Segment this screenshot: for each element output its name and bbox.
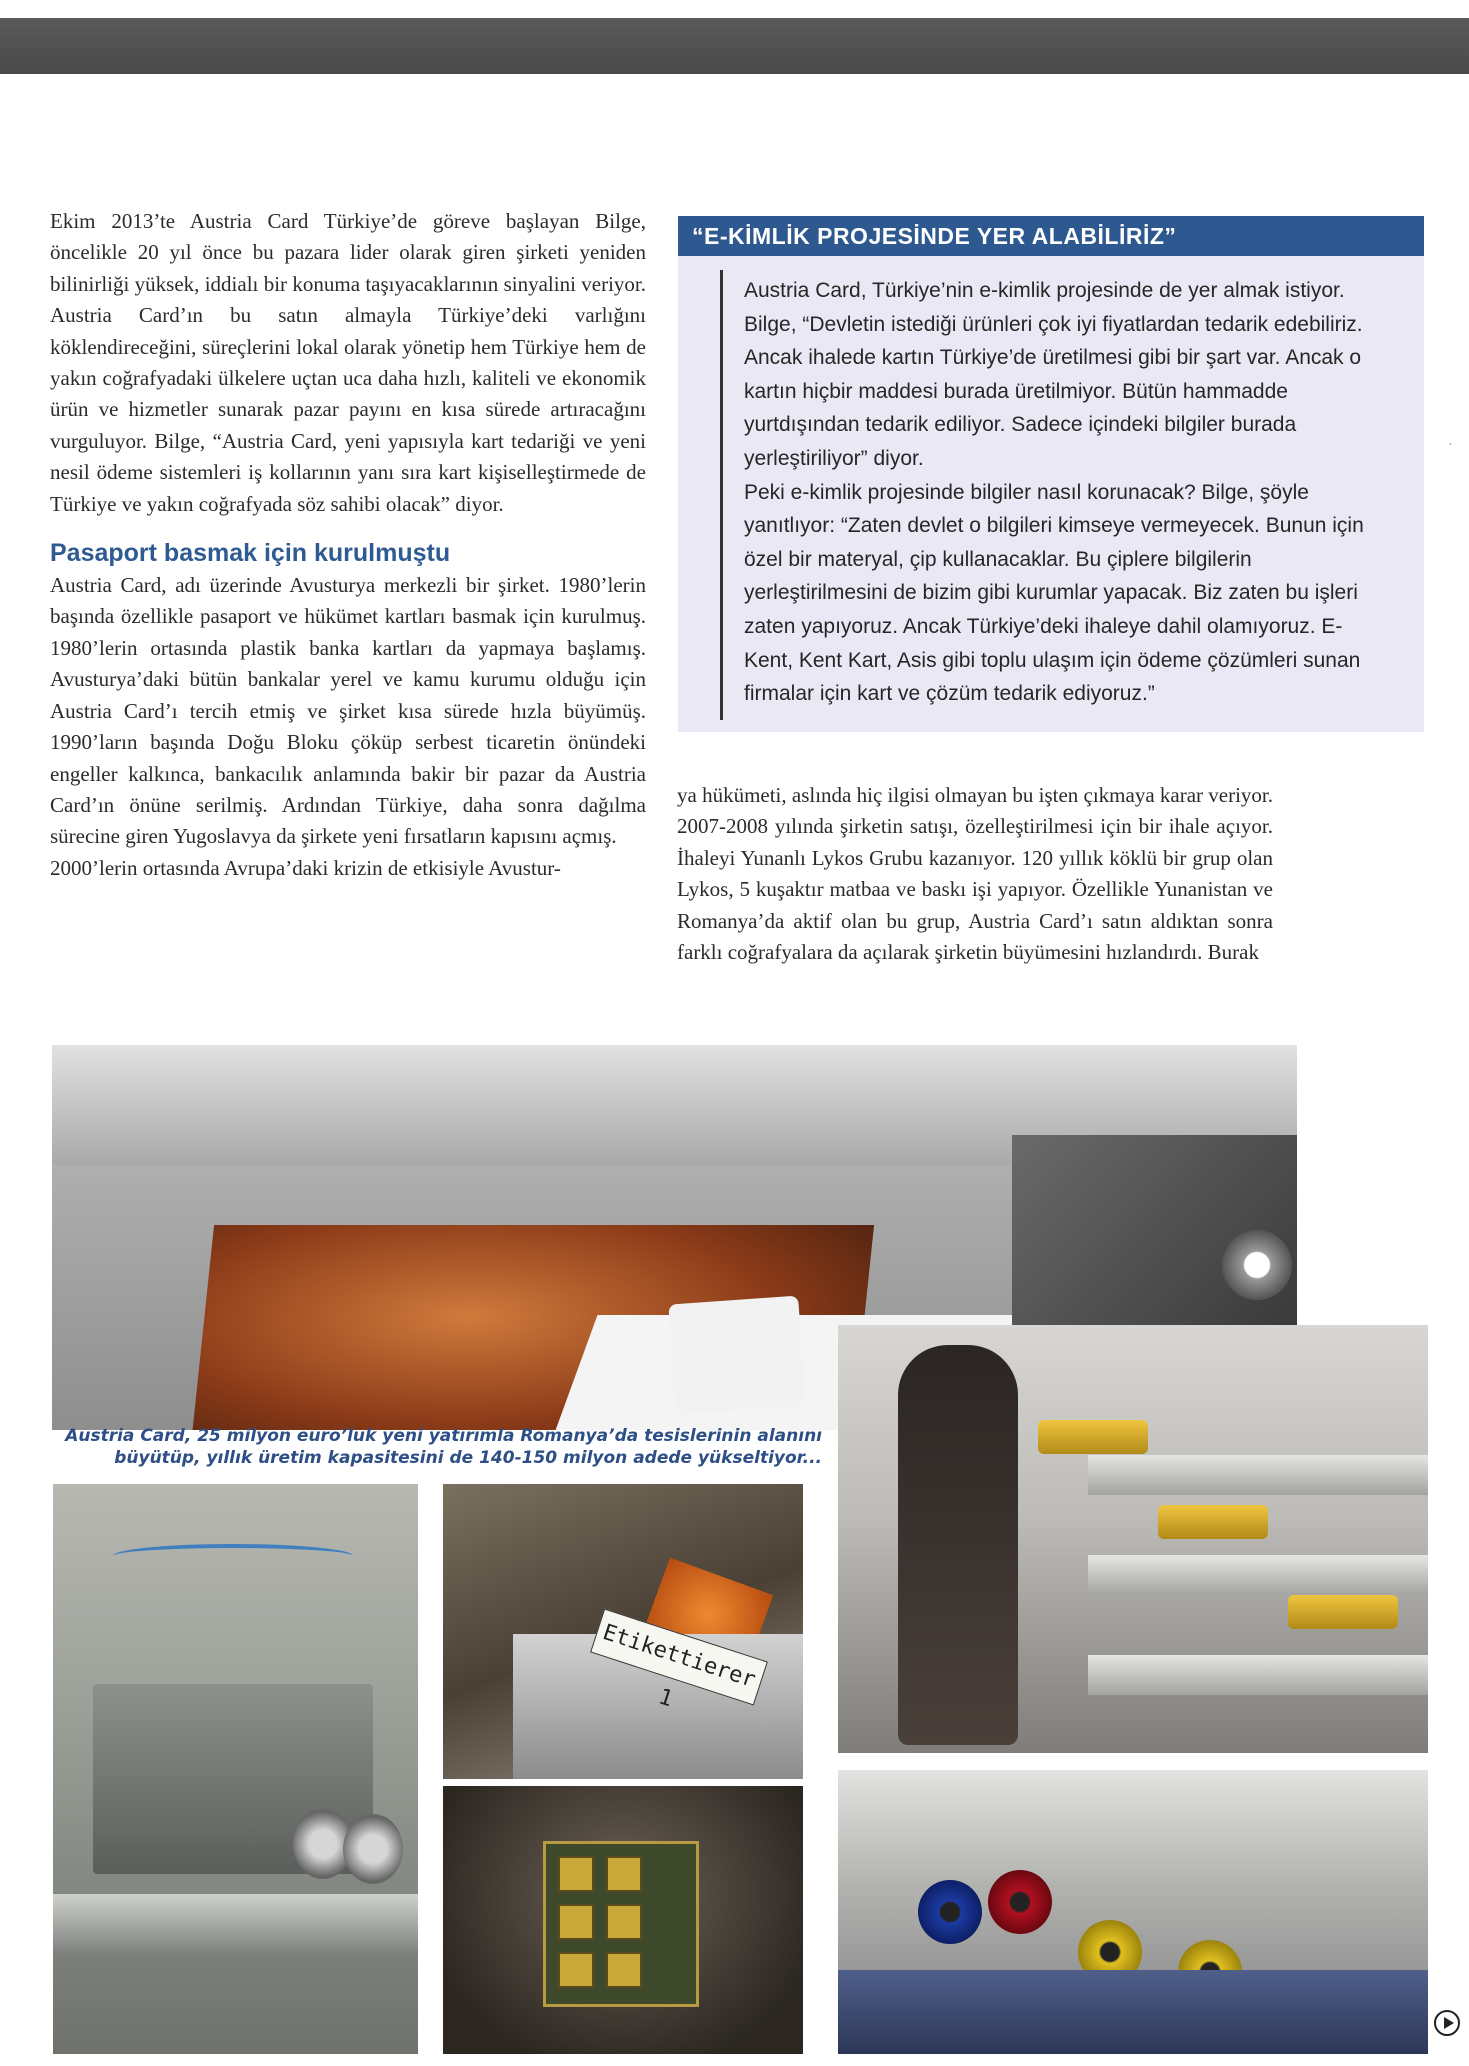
sidebar-paragraph: Peki e-kimlik projesinde bilgiler nasıl korunacak? Bilge, şöyle yanıtlıyor: “Zaten devlet o bilgileri kimseye vermeyecek. Bunun için özel bir materyal, çip kullanacaklar. Bu çiplere bilgilerin yerleştirilmesini de bizim gibi kurumlar yapacak. Biz zaten bu işleri zaten yapıyoruz. Ancak Türkiye’deki ihaleye dahil olamıyoruz. E-Kent, Kent Kart, Asis gibi toplu ulaşım için ödeme çözümleri sunan firmalar için kart ve çözüm tedarik ediyoruz.” [744, 480, 1364, 706]
chip-module [558, 1904, 594, 1940]
chip-module [606, 1952, 642, 1988]
photo-production-line-worker [838, 1325, 1428, 1753]
article-left-column [50, 206, 646, 884]
pneumatic-hose [113, 1544, 353, 1568]
conveyor-rail [1088, 1555, 1428, 1595]
worker-silhouette [898, 1345, 1018, 1745]
sidebar-paragraph: Austria Card, Türkiye’nin e-kimlik projesinde de yer almak istiyor. Bilge, “Devletin istediği ürünleri çok iyi fiyatlardan tedarik edebiliriz. Ancak ihalede kartın Türkiye’de üretilmesi gibi bir şart var. Ancak o kartın hiçbir maddesi burada üretilmiyor. Bütün hammadde yurtdışından tedarik ediliyor. Sadece içindeki bilgiler burada yerleştiriliyor” diyor. [744, 279, 1363, 470]
section-subheading: Pasaport basmak için kurulmuştu [50, 539, 451, 568]
photo-card-gripper-machine [53, 1484, 418, 2054]
chip-module [606, 1904, 642, 1940]
sidebar-vertical-rule [720, 270, 723, 720]
article-paragraph-history: Austria Card, adı üzerinde Avusturya merkezli bir şirket. 1980’lerin başında özellikle pasaport ve hükümet kartları basmak için kurulmuş. 1980’lerin ortasında plastik banka kartları da yapmaya başlamış. Avusturya’daki bütün bankalar yerel ve kamu kurumu olduğu için Austria Card’ı tercih etmiş ve şirket kısa sürede hızla büyümüş. 1990’ların başında Doğu Bloku çöküp serbest ticaretin önündeki engeller kalkınca, bankacılık anlamında bakir bir pazar da Austria Card’ın önüne serilmiş. Ardından Türkiye, daha sonra dağılma sürecine giren Yugoslavya da şirkete yeni fırsatların kapısını açmış. [50, 573, 646, 849]
sidebar-title: “E-KİMLİK PROJESİNDE YER ALABİLİRİZ” [678, 216, 1424, 256]
gold-card-holder [1158, 1505, 1268, 1539]
gold-card-holder [1038, 1420, 1148, 1454]
blue-ribbon-spool [918, 1880, 982, 1944]
photo-caption: Austria Card, 25 milyon euro’luk yeni yatırımla Romanya’da tesislerinin alanını büyütüp, yıllık üretim kapasitesini de 140-150 milyon adede yükseltiyor... [65, 1426, 822, 1468]
chip-module [558, 1856, 594, 1892]
article-paragraph-intro: Ekim 2013’te Austria Card Türkiye’de göreve başlayan Bilge, öncelikle 20 yıl önce bu pazara lider olarak giren şirketi yeniden bilinirliği yüksek, iddialı bir konuma taşıyacaklarının sinyalini veriyor. Austria Card’ın bu satın almayla Türkiye’deki varlığını köklendireceğini, süreçlerini lokal olarak yönetip hem Türkiye hem de yakın coğrafyadaki ülkelere uçtan uca daha hızlı, kaliteli ve ekonomik ürün ve hizmetler sunarak pazar payını en kısa sürede artıracağını vurguluyor. Bilge, “Austria Card, yeni yapısıyla kart tedariği ve yeni nesil ödeme sistemleri iş kollarının yanı sıra kart kişiselleştirmede de Türkiye ve yakın coğrafyada söz sahibi olacak” diyor. [50, 209, 646, 516]
gold-card-holder [1288, 1595, 1398, 1629]
conveyor-rail [1088, 1455, 1428, 1495]
chip-module [558, 1952, 594, 1988]
top-banner-bar [0, 18, 1469, 74]
chip-module [606, 1856, 642, 1892]
article-paragraph-right: ya hükümeti, aslında hiç ilgisi olmayan bu işten çıkmaya karar veriyor. 2007-2008 yılında şirketin satışı, özelleştirilmesi için bir ihale açıyor. İhaleyi Yunanlı Lykos Grubu kazanıyor. 120 yıllık köklü bir grup olan Lykos, 5 kuşaktır matbaa ve baskı işi yapıyor. Özellikle Yunanistan ve Romanya’da aktif olan bu grup, Austria Card’ı satın aldıktan sonra farklı coğrafyalara da açılarak şirketin büyümesini hızlandırdı. Burak [677, 783, 1274, 965]
blue-tray [838, 1970, 1428, 2054]
article-right-column [677, 780, 1273, 968]
sidebar-body [744, 274, 1384, 711]
conveyor-rail [1088, 1655, 1428, 1695]
card-chip [668, 1296, 805, 1415]
photo-ribbon-printing-machine [838, 1770, 1428, 2054]
article-paragraph-continuation: 2000’lerin ortasında Avrupa’daki krizin de etkisiyle Avustur- [50, 855, 561, 880]
red-ribbon-spool [988, 1870, 1052, 1934]
chip-board [543, 1841, 699, 2007]
roller [343, 1814, 403, 1884]
sidebar-box [678, 216, 1424, 732]
machine-knob [1222, 1230, 1292, 1300]
card-rail [53, 1894, 418, 1954]
machine-label-tag: Etikettierer 1 [590, 1609, 768, 1706]
photo-chip-module-board [443, 1786, 803, 2054]
photo-labeling-machine [443, 1484, 803, 1779]
next-page-icon[interactable] [1434, 2010, 1460, 2036]
scan-speck: · [1448, 438, 1453, 453]
